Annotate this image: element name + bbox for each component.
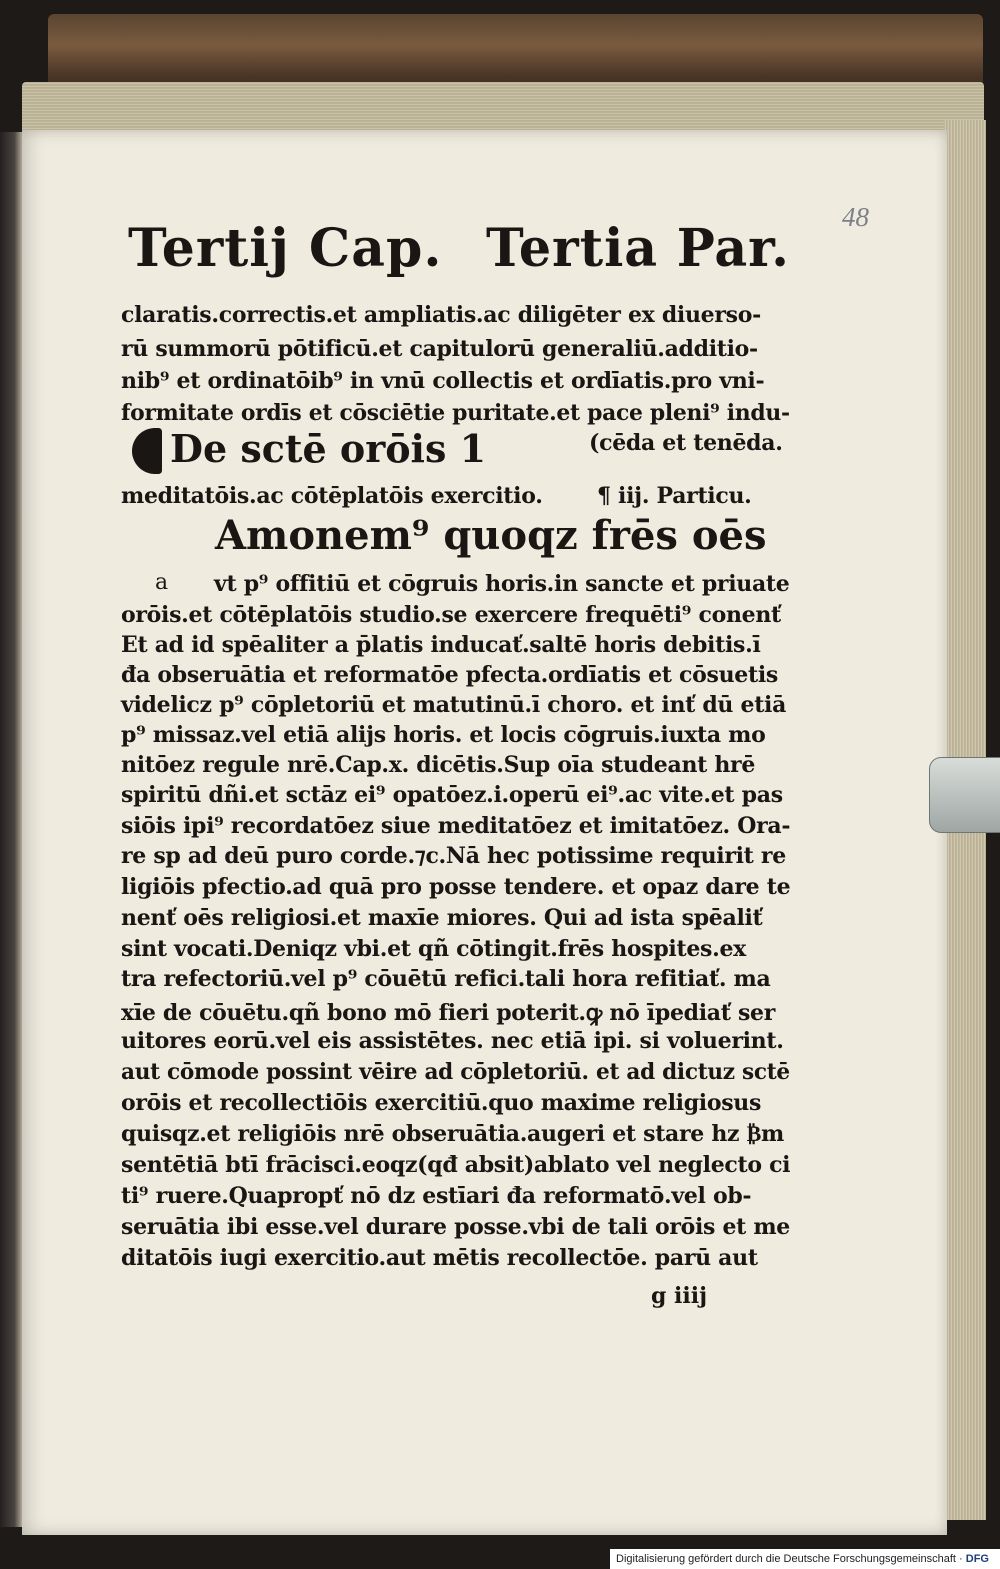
body-line-20: sentētiā btī frācisci.eoqz(qđ absit)ablato vel neglecto ci: [121, 1152, 791, 1178]
body-line-19: quisqz.et religiōis nrē obseruātia.augeri et stare hz ₿m: [121, 1121, 784, 1147]
body-line-14: tra refectoriū.vel p⁹ cōuētū refici.tali hora refitiať. ma: [121, 966, 771, 992]
body-line-21: ti⁹ ruere.Quapropť nō dz estīari đa reformatō.vel ob-: [121, 1183, 752, 1209]
body-line-22: seruātia ibi esse.vel durare posse.vbi de tali orōis et me: [121, 1214, 790, 1240]
marginal-letter: a: [155, 570, 168, 595]
intro-line-3: nib⁹ et ordinatōib⁹ in vnū collectis et ordīatis.pro vni-: [121, 368, 765, 394]
body-line-10: re sp ad deū puro corde.⁊c.Nā hec potissime requirit re: [121, 843, 786, 869]
body-line-12: nenť oēs religiosi.et maxīe miores. Qui ad ista spēaliť: [121, 905, 763, 931]
body-line-8: spiritū dñi.et sctāz ei⁹ opatōez.i.operū ei⁹.ac vite.et pas: [121, 782, 783, 808]
body-line-13: sint vocati.Deniqz vbi.et qñ cōtingit.frēs hospites.ex: [121, 936, 747, 962]
folio-number: 48: [842, 202, 869, 232]
dfg-logo: DFG: [965, 1553, 989, 1565]
body-line-7: nitōez regule nrē.Cap.x. dicētis.Sup oīa studeant hrē: [121, 752, 756, 778]
particula-label: ¶ iij. Particu.: [597, 483, 752, 509]
body-line-1: vt p⁹ offitiū et cōgruis horis.in sancte et priuate: [214, 571, 790, 597]
rubric-line-2: meditatōis.ac cōtēplatōis exercitio.: [121, 483, 543, 509]
funding-footer: [610, 1549, 1000, 1569]
body-line-6: p⁹ missaz.vel etiā alijs horis. et locis cōgruis.iuxta mo: [121, 722, 766, 748]
rubric-heading: De sctē orōis 1: [170, 426, 487, 471]
intro-line-2: rū summorū pōtificū.et capitulorū generaliū.additio-: [121, 336, 758, 362]
rubric-continuation: (cēda et tenēda.: [589, 430, 783, 456]
signature-mark: g iiij: [651, 1283, 708, 1309]
body-line-15: xīe de cōuētu.qñ bono mō fieri poterit.ꝙ nō īpediať ser: [121, 1000, 776, 1026]
body-line-3: Et ad id spēaliter a p̄latis inducať.saltē horis debitis.ī: [121, 632, 761, 658]
body-line-5: videlicz p⁹ cōpletoriū et matutinū.ī choro. et inť dū etiā: [121, 692, 787, 718]
body-line-18: orōis et recollectiōis exercitiū.quo maxime religiosus: [121, 1090, 762, 1116]
body-line-11: ligiōis pfectio.ad quā pro posse tendere. et opaz dare te: [121, 874, 791, 900]
running-head-left: Tertij Cap.: [128, 218, 443, 279]
body-line-9: siōis ipi⁹ recordatōez siue meditatōez et imitatōez. Ora-: [121, 813, 791, 839]
body-line-16: uitores eorū.vel eis assistētes. nec etiā ipi. si voluerint.: [121, 1028, 784, 1054]
body-line-4: đa obseruātia et reformatōe pfecta.ordīatis et cōsuetis: [121, 662, 778, 688]
incipit-line: Amonem⁹ quoqz frēs oēs: [215, 512, 767, 559]
body-line-2: orōis.et cōtēplatōis studio.se exercere frequēti⁹ conenť: [121, 602, 781, 628]
paragraph-mark: [132, 428, 162, 474]
footer-text: Digitalisierung gefördert durch die Deutsche Forschungsgemeinschaft ·: [616, 1553, 963, 1565]
intro-line-4: formitate ordīs et cōsciētie puritate.et pace pleni⁹ indu-: [121, 400, 790, 426]
body-line-23: ditatōis iugi exercitio.aut mētis recollectōe. parū aut: [121, 1245, 758, 1271]
body-line-17: aut cōmode possint vēire ad cōpletoriū. et ad dictuz sctē: [121, 1059, 790, 1085]
running-head-right: Tertia Par.: [486, 218, 790, 279]
intro-line-1: claratis.correctis.et ampliatis.ac diligēter ex diuerso-: [121, 302, 761, 328]
